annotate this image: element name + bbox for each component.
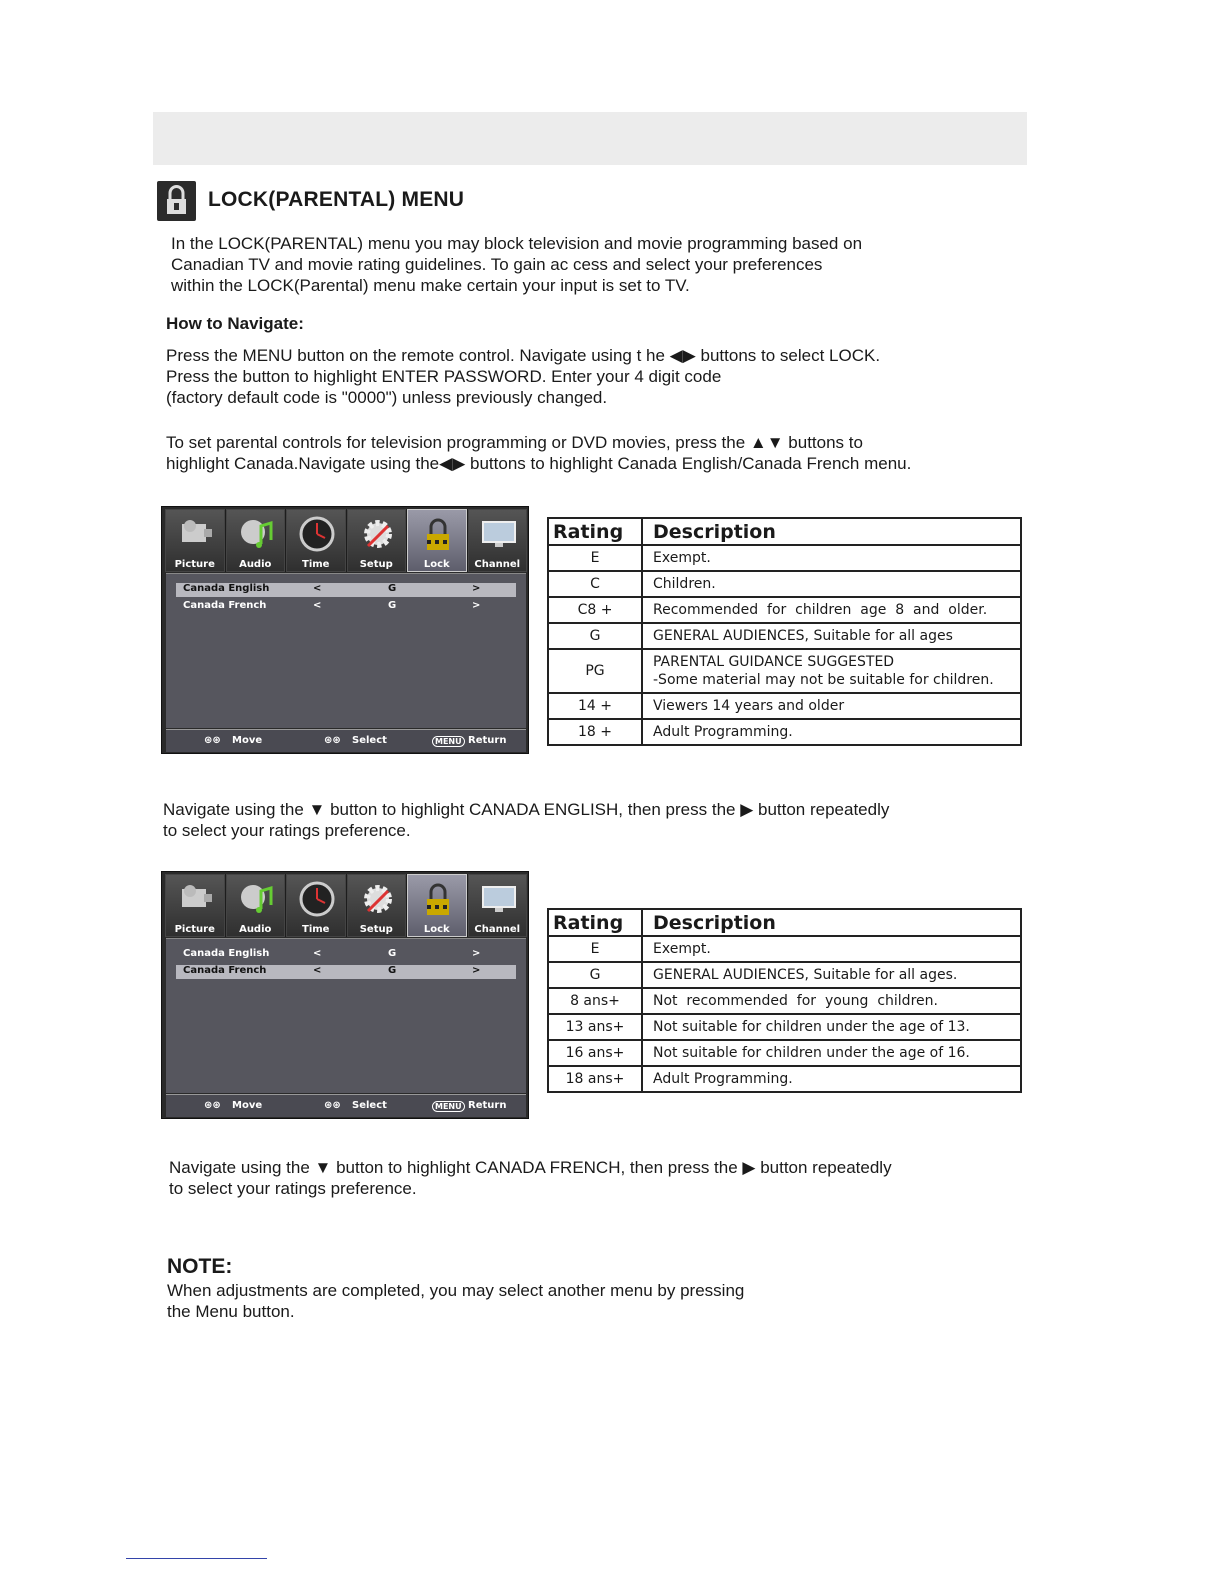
gear-icon bbox=[358, 879, 398, 919]
move-hint-icon: ⊛⊛ bbox=[204, 1100, 221, 1111]
tab-audio[interactable]: Audio bbox=[226, 874, 286, 937]
menu-key-icon: MENU bbox=[432, 1101, 465, 1112]
table-row: 18 + Adult Programming. bbox=[548, 719, 1021, 745]
tab-lock[interactable]: Lock bbox=[407, 874, 467, 937]
table-row: E Exempt. bbox=[548, 545, 1021, 571]
audio-icon bbox=[237, 879, 277, 919]
tab-setup[interactable]: Setup bbox=[347, 509, 407, 572]
page-title: LOCK(PARENTAL) MENU bbox=[208, 188, 465, 211]
move-hint-icon: ⊛⊛ bbox=[204, 735, 221, 746]
osd-menu-french bbox=[161, 871, 529, 1119]
select-hint-icon: ⊛⊛ bbox=[324, 735, 341, 746]
monitor-icon bbox=[479, 879, 519, 919]
table-row: G GENERAL AUDIENCES, Suitable for all ages. bbox=[548, 962, 1021, 988]
note-heading: NOTE: bbox=[167, 1255, 233, 1278]
table-row: 18 ans+ Adult Programming. bbox=[548, 1066, 1021, 1092]
intro-paragraph: In the LOCK(PARENTAL) menu you may block television and movie programming based on Canadian TV and movie rating guidelines. To gain ac cess and select your preferences within the LOCK(Parental) menu make certain your input is set to TV. bbox=[171, 234, 863, 295]
audio-icon bbox=[237, 514, 277, 554]
table-row: PG PARENTAL GUIDANCE SUGGESTED -Some material may not be suitable for children. bbox=[548, 649, 1021, 693]
picture-icon bbox=[176, 514, 216, 554]
clock-icon bbox=[297, 879, 337, 919]
table-row: 14 + Viewers 14 years and older bbox=[548, 693, 1021, 719]
padlock-icon bbox=[418, 879, 458, 919]
tab-channel[interactable]: Channel bbox=[468, 874, 528, 937]
tab-time[interactable]: Time bbox=[286, 509, 346, 572]
menu-key-icon: MENU bbox=[432, 736, 465, 747]
table-row: C8 + Recommended for children age 8 and older. bbox=[548, 597, 1021, 623]
rating-table-french: Rating Description E Exempt. G GENERAL AUDIENCES, Suitable for all ages. 8 ans+ Not recommended for young children. 13 ans+ Not suitable for children under the age of 13. 16 ans+ Not suitable for children under the age of 16. 18 ans+ Adult Programming. bbox=[547, 908, 1022, 1093]
picture-icon bbox=[176, 879, 216, 919]
table-row: 8 ans+ Not recommended for young children. bbox=[548, 988, 1021, 1014]
table-row: G GENERAL AUDIENCES, Suitable for all ages bbox=[548, 623, 1021, 649]
french-paragraph: Navigate using the ▼ button to highlight CANADA FRENCH, then press the ▶ button repeatedly to select your ratings preference. bbox=[169, 1158, 892, 1198]
osd-footer: ⊛⊛ Move ⊛⊛ Select MENU Return bbox=[166, 729, 526, 752]
osd-menu-english bbox=[161, 506, 529, 754]
tab-picture[interactable]: Picture bbox=[165, 509, 225, 572]
table-row: C Children. bbox=[548, 571, 1021, 597]
set-controls-paragraph: To set parental controls for television programming or DVD movies, press the ▲▼ buttons to highlight Canada.Navigate using the◀▶ buttons to highlight Canada English/Canada French menu. bbox=[166, 433, 912, 473]
table-row: 13 ans+ Not suitable for children under the age of 13. bbox=[548, 1014, 1021, 1040]
header-band bbox=[153, 112, 1027, 165]
clock-icon bbox=[297, 514, 337, 554]
monitor-icon bbox=[479, 514, 519, 554]
osd-footer: ⊛⊛ Move ⊛⊛ Select MENU Return bbox=[166, 1094, 526, 1117]
menu-row-canada-french[interactable]: Canada French < G > bbox=[176, 965, 516, 979]
how-to-heading: How to Navigate: bbox=[166, 314, 304, 333]
padlock-icon bbox=[418, 514, 458, 554]
tab-picture[interactable]: Picture bbox=[165, 874, 225, 937]
menu-row-canada-english[interactable]: Canada English < G > bbox=[176, 583, 516, 597]
note-text: When adjustments are completed, you may select another menu by pressing the Menu button. bbox=[167, 1281, 745, 1321]
lock-icon bbox=[157, 181, 196, 221]
english-paragraph: Navigate using the ▼ button to highlight CANADA ENGLISH, then press the ▶ button repeatedly to select your ratings preference. bbox=[163, 800, 890, 840]
tab-channel[interactable]: Channel bbox=[468, 509, 528, 572]
tab-setup[interactable]: Setup bbox=[347, 874, 407, 937]
rating-table-english: Rating Description E Exempt. C Children. C8 + Recommended for children age 8 and older. G GENERAL AUDIENCES, Suitable for all ages PG PARENTAL GUIDANCE SUGGESTED -Some material may not be suitable for children. 14 + Viewers 14 years and older 18 + Adult Programming. bbox=[547, 517, 1022, 746]
tab-time[interactable]: Time bbox=[286, 874, 346, 937]
footer-rule bbox=[126, 1558, 267, 1559]
tab-audio[interactable]: Audio bbox=[226, 509, 286, 572]
table-row: 16 ans+ Not suitable for children under the age of 16. bbox=[548, 1040, 1021, 1066]
tab-lock[interactable]: Lock bbox=[407, 509, 467, 572]
menu-row-canada-english[interactable]: Canada English < G > bbox=[183, 948, 481, 959]
navigate-paragraph: Press the MENU button on the remote control. Navigate using t he ◀▶ buttons to select LOCK. Press the button to highlight ENTER PASSWORD. Enter your 4 digit code (factory default code is "0000") unless previously changed. bbox=[166, 346, 881, 407]
gear-icon bbox=[358, 514, 398, 554]
select-hint-icon: ⊛⊛ bbox=[324, 1100, 341, 1111]
table-row: E Exempt. bbox=[548, 936, 1021, 962]
menu-row-canada-french[interactable]: Canada French < G > bbox=[183, 600, 481, 611]
